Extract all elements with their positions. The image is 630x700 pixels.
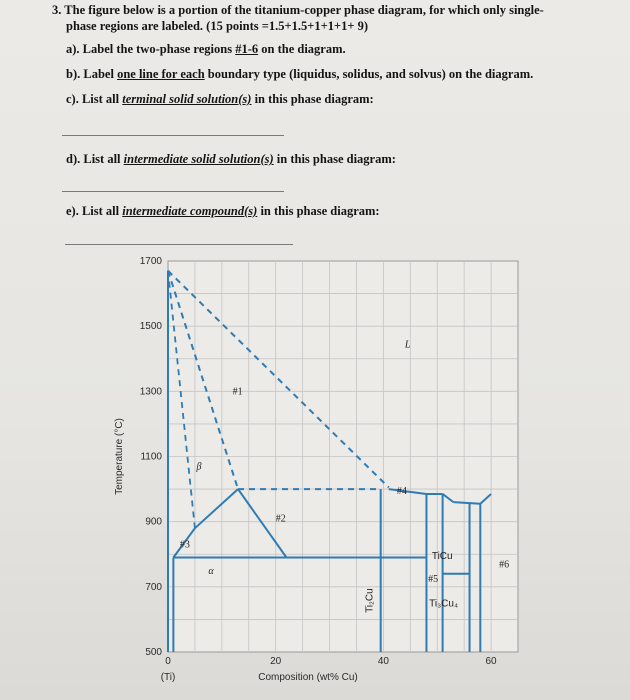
- part-b-post: boundary type (liquidus, solidus, and solvus) on the diagram.: [204, 67, 534, 81]
- x-tick-label: 40: [377, 656, 389, 667]
- part-c-post: in this phase diagram:: [251, 92, 374, 106]
- beta-label: β: [196, 461, 202, 473]
- alpha-label: α: [208, 565, 214, 577]
- part-d-post: in this phase diagram:: [273, 152, 396, 166]
- part-b-pre: b). Label: [66, 67, 118, 81]
- part-e-underlined: intermediate compound(s): [122, 204, 258, 218]
- x-tick-sublabel: (Ti): [160, 672, 176, 683]
- y-tick-label: 1100: [140, 451, 162, 463]
- part-c-pre: c). List all: [66, 92, 123, 106]
- x-axis-label: Composition (wt% Cu): [258, 672, 358, 683]
- part-e-post: in this phase diagram:: [257, 204, 380, 218]
- x-tick-label: 0: [165, 656, 171, 667]
- y-tick-label: 700: [145, 581, 162, 593]
- x-tick-label: 20: [270, 656, 282, 667]
- part-a-post: on the diagram.: [258, 42, 346, 56]
- region-5-label: #5: [428, 573, 439, 585]
- part-b-underlined: one line for each: [117, 67, 205, 81]
- region-2-label: #2: [275, 513, 286, 525]
- question-line-2: phase regions are labeled. (15 points =1.5+1.5+1+1+1+ 9): [66, 19, 369, 33]
- y-tick-label: 1300: [139, 386, 162, 398]
- part-d-pre: d). List all: [66, 152, 124, 166]
- part-e-pre: e). List all: [66, 204, 123, 218]
- y-tick-label: 900: [145, 516, 162, 528]
- region-4-label: #4: [396, 485, 407, 497]
- y-tick-label: 1500: [139, 321, 162, 333]
- part-d-underlined: intermediate solid solution(s): [123, 152, 274, 166]
- ti2cu-label: Ti₂Cu: [364, 588, 376, 613]
- y-tick-label: 1700: [139, 256, 162, 267]
- region-6-label: #6: [499, 559, 510, 571]
- ticu-label: TiCu: [431, 551, 453, 563]
- question-line-1: 3. The figure below is a portion of the titanium-copper phase diagram, for which only single-: [52, 3, 544, 17]
- part-c-underlined: terminal solid solution(s): [122, 92, 252, 106]
- part-a-underlined: #1-6: [235, 42, 259, 56]
- liquid-label: L: [404, 339, 411, 351]
- ti3cu4-label: Ti₃Cu₄: [429, 598, 459, 610]
- y-tick-label: 500: [145, 647, 162, 658]
- y-axis-label: Temperature (°C): [114, 418, 125, 495]
- region-3-label: #3: [179, 539, 190, 551]
- part-a-pre: a). Label the two-phase regions: [66, 42, 236, 56]
- x-tick-label: 60: [485, 656, 497, 667]
- region-1-label: #1: [232, 386, 243, 398]
- chart-grid: [168, 261, 518, 652]
